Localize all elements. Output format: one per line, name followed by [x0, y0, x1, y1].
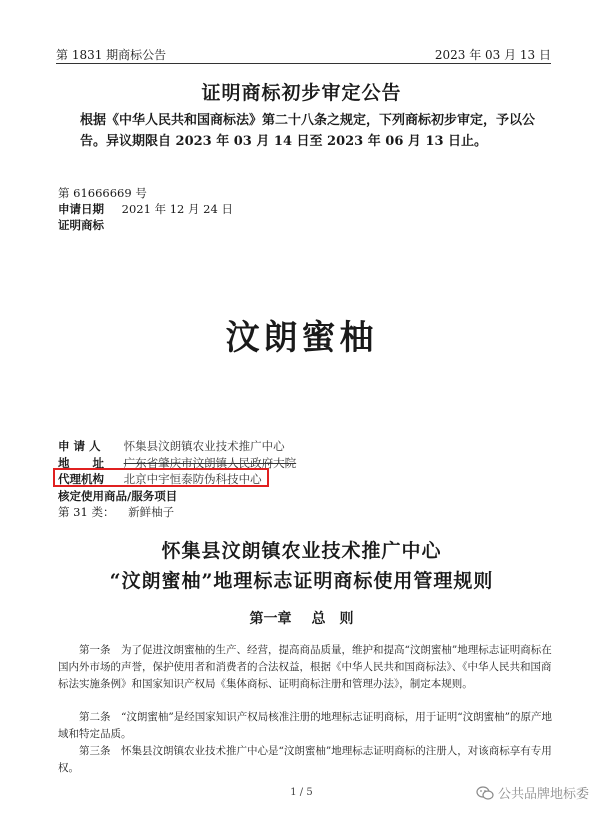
class-label: 第 31 类： [58, 505, 115, 519]
header-date: 2023 年 03 月 13 日 [434, 48, 551, 62]
applicant-value: 怀集县汶朗镇农业技术推广中心 [123, 439, 285, 453]
applicant-label: 申 请 人 [58, 439, 101, 453]
trademark-word: 汶朗蜜柚 [225, 318, 378, 358]
rules-title-line2: “汶朗蜜柚”地理标志证明商标使用管理规则 [109, 570, 494, 592]
agent-value: 北京中宇恒泰防伪科技中心 [123, 472, 262, 486]
announcement-title: 证明商标初步审定公告 [201, 82, 402, 104]
address-value: 广东省肇庆市汶朗镇人民政府大院 [123, 456, 297, 470]
class-row [58, 504, 174, 520]
chapter-number: 第一章 [249, 611, 292, 627]
application-date-label: 申请日期 [58, 202, 104, 216]
rules-title-line1: 怀集县汶朗镇农业技术推广中心 [161, 540, 442, 562]
watermark-text: 公共品牌地标委 [497, 787, 589, 802]
announcement-intro: 根据《中华人民共和国商标法》第二十八条之规定，下列商标初步审定，予以公告。异议期限自 2023 年 03 月 14 日至 2023 年 06 月 13 日止。 [80, 113, 536, 149]
article-2: 第二条 “汶朗蜜柚”是经国家知识产权局核准注册的地理标志证明商标，用于证明“汶朗蜜柚”的原产地域和特定品质。 [58, 711, 552, 740]
watermark [476, 783, 589, 802]
applicant-row [58, 438, 285, 454]
address-label: 地 址 [58, 456, 104, 470]
mark-type: 证明商标 [58, 218, 104, 232]
application-date-value: 2021 年 12 月 24 日 [121, 202, 233, 216]
chapter-heading [0, 608, 603, 628]
agent-highlight-box [53, 468, 269, 487]
header-issue: 第 1831 期商标公告 [56, 48, 167, 62]
application-date [58, 201, 233, 217]
chapter-name: 总 则 [311, 611, 354, 627]
article-1: 第一条 为了促进汶朗蜜柚的生产、经营，提高商品质量，维护和提高“汶朗蜜柚”地理标志证明商标在国内外市场的声誉，保护使用者和消费者的合法权益，根据《中华人民共和国商标法》、《中华人民共和国商标法实施条例》和国家知识产权局《集体商标、证明商标注册和管理办法》，制定本规则。 [58, 644, 552, 690]
header-divider [56, 63, 551, 64]
class-value: 新鲜柚子 [128, 505, 175, 519]
article-3: 第三条 怀集县汶朗镇农业技术推广中心是“汶朗蜜柚”地理标志证明商标的注册人，对该商标享有专用权。 [58, 745, 552, 774]
registration-number: 第 61666669 号 [58, 186, 147, 200]
agent-label: 代理机构 [58, 472, 104, 486]
page-number: 1 / 5 [290, 787, 313, 798]
wechat-icon [476, 786, 494, 800]
goods-label: 核定使用商品/服务项目 [58, 489, 178, 503]
